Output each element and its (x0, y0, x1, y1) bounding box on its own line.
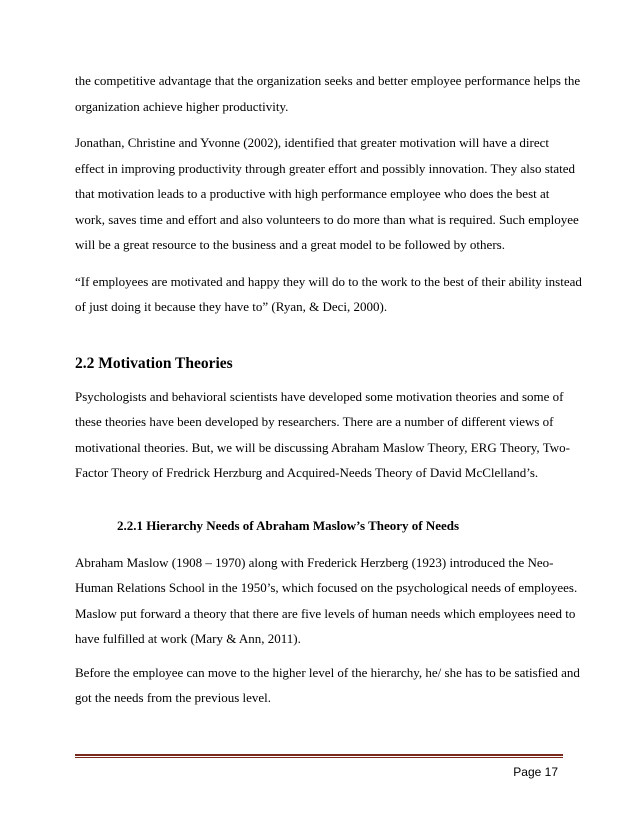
paragraph-line: these theories have been developed by researchers. There are a number of different views of (75, 414, 554, 429)
paragraph-5 (75, 550, 578, 652)
paragraph-line: will be a great resource to the business and a great model to be followed by others. (75, 237, 505, 252)
paragraph-line: Jonathan, Christine and Yvonne (2002), identified that greater motivation will have a direct (75, 135, 550, 150)
paragraph-2 (75, 130, 579, 258)
footer-rule-thick (75, 754, 563, 756)
paragraph-1 (75, 68, 581, 119)
paragraph-line: that motivation leads to a productive with high performance employee who does the best at (75, 186, 550, 201)
section-heading: 2.2 Motivation Theories (75, 354, 233, 372)
paragraph-line: of just doing it because they have to” (Ryan, & Deci, 2000). (75, 299, 388, 314)
page-number: Page 17 (513, 765, 558, 779)
paragraph-line: work, saves time and effort and also volunteers to do more than what is required. Such employee (75, 211, 579, 227)
paragraph-line: organization achieve higher productivity. (75, 98, 289, 114)
paragraph-line: Abraham Maslow (1908 – 1970) along with Frederick Herzberg (1923) introduced the Neo- (75, 554, 554, 570)
paragraph-line: the competitive advantage that the organization seeks and better employee performance helps the (75, 73, 581, 88)
subsection-heading: 2.2.1 Hierarchy Needs of Abraham Maslow’s Theory of Needs (117, 517, 460, 533)
paragraph-line: motivational theories. But, we will be discussing Abraham Maslow Theory, ERG Theory, Two- (75, 439, 570, 455)
paragraph-6 (75, 660, 580, 711)
paragraph-3-quote (75, 269, 582, 320)
paragraph-line: got the needs from the previous level. (75, 690, 272, 705)
paragraph-line: effect in improving productivity through greater effort and possibly innovation. They also stated (75, 160, 576, 176)
footer-rule (75, 754, 563, 758)
paragraph-line: Factor Theory of Fredrick Herzburg and Acquired-Needs Theory of David McClelland’s. (75, 465, 539, 480)
paragraph-line: Maslow put forward a theory that there are five levels of human needs which employees need to (75, 605, 576, 621)
paragraph-line: have fulfilled at work (Mary & Ann, 2011). (75, 631, 301, 646)
footer-rule-thin (75, 757, 563, 758)
paragraph-line: Psychologists and behavioral scientists have developed some motivation theories and some of (75, 388, 564, 404)
paragraph-line: Before the employee can move to the higher level of the hierarchy, he/ she has to be satisfied and (75, 664, 580, 680)
paragraph-4 (75, 384, 575, 486)
paragraph-line: “If employees are motivated and happy they will do to the work to the best of their ability instead (75, 273, 582, 289)
paragraph-line: Human Relations School in the 1950’s, which focused on the psychological needs of employees. (75, 580, 578, 595)
page-content (75, 68, 582, 711)
